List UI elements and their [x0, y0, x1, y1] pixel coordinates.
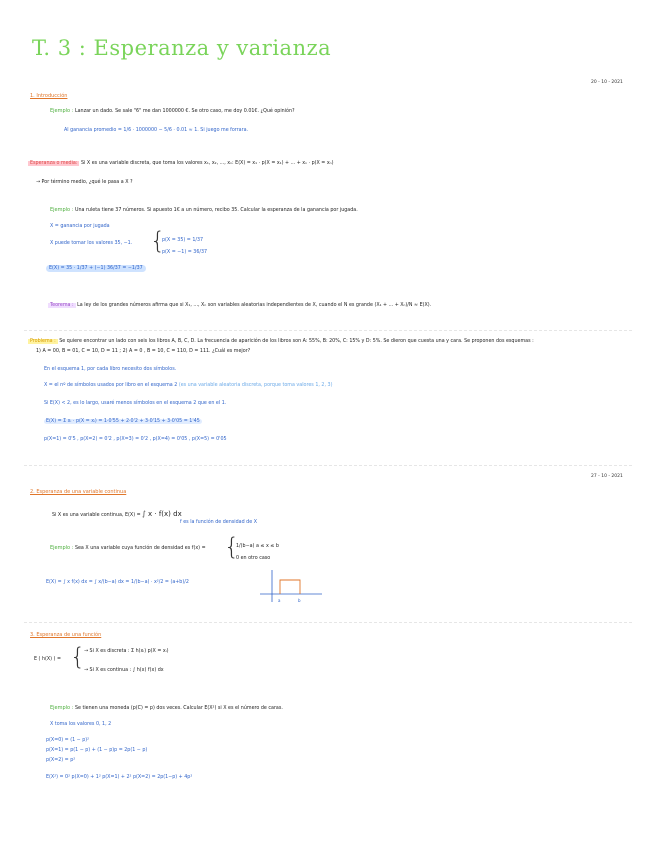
density-case-1: 1/(b−a) a ≤ x ≤ b [236, 544, 279, 549]
coin-result: E(X²) = 0² p(X=0) + 1² p(X=1) + 2² p(X=2) = 2p(1−p) + 4p² [46, 775, 193, 780]
example-calc: Al ganancia promedio = 1/6 · 1000000 − 5/6 · 0.01 ≈ 1. Si juego me forrara. [64, 128, 249, 133]
brace: { [224, 533, 240, 561]
problem-line-5: p(X=1) = 0'5 , p(X=2) = 0'2 , p(X=3) = 0'2 , p(X=4) = 0'05 , p(X=5) = 0'05 [44, 437, 227, 442]
result-expression: E(X) = 35 · 1/37 + (−1) 36/37 = −1/37 [46, 265, 146, 272]
problem-line-1: En el esquema 1, por cada libro necesito dos símbolos. [44, 367, 177, 372]
problem-statement [28, 339, 534, 344]
example-text: Lanzar un dado. Se sale "6" me dan 1000000 €. Se otro caso, me doy 0.01€. ¿Qué opinión? [74, 109, 295, 114]
problem-line-2a: X = el nº de símbolos usados por libro en el esquema 2 [44, 383, 178, 388]
brace: { [150, 227, 166, 255]
section-heading-intro: 1. Introducción [30, 93, 68, 99]
example-label: Ejemplo : [50, 705, 74, 711]
problem-line-2 [44, 383, 332, 388]
definition-expectation [28, 161, 333, 166]
theorem-text: La ley de los grandes números afirma que si X₁, ..., Xₙ son variables aleatorias independientes de X, cuando el N es grande (X₁ + ... + Xₙ)/N ≈ E(X). [77, 303, 432, 308]
graph-density-line [280, 580, 300, 594]
coin-values: X toma los valores 0, 1, 2 [50, 722, 112, 727]
separator [24, 330, 632, 331]
graph-label-b: b [298, 598, 301, 603]
case-35: p(X = 35) = 1/37 [162, 238, 204, 243]
problem-label: Problema : [30, 339, 56, 344]
example-label: Ejemplo : [50, 108, 74, 114]
theorem-line [48, 303, 431, 308]
problem-schemes: 1) A = 00, B = 01, C = 10, D = 11 ; 2) A = 0 , B = 10, C = 110, D = 111. ¿Cuál es mejor? [36, 349, 251, 354]
coin-p0: p(X=0) = (1 − p)² [46, 738, 90, 743]
date: 27 - 10 - 2021 [591, 474, 623, 479]
example-uniform [50, 545, 206, 551]
separator [24, 465, 632, 466]
date: 20 - 10 - 2021 [591, 80, 623, 85]
coin-p1: p(X=1) = p(1 − p) + (1 − p)p = 2p(1 − p) [46, 748, 148, 753]
coin-p2: p(X=2) = p² [46, 758, 76, 763]
uniform-calc: E(X) = ∫ x f(x) dx = ∫ x/(b−a) dx = 1/(b−a) · x²/2 = (a+b)/2 [46, 580, 189, 585]
function-case-continuous: → Si X es continua : ∫ h(x) f(x) dx [84, 668, 164, 673]
problem-line-3: Si E(X) < 2, es lo largo, usaré menos símbolos en el esquema 2 que en el 1. [44, 401, 227, 406]
roulette-result [46, 266, 146, 271]
function-case-discrete: → Si X es discreta : Σ h(xᵢ) p(X = xᵢ) [84, 649, 169, 654]
variable-values: X puede tomar los valores 35, −1. [50, 241, 133, 246]
brace: { [70, 643, 86, 671]
graph-label-a: a [278, 598, 281, 603]
section-heading-continuous: 2. Esperanza de una variable continua [30, 489, 127, 495]
example-text: Una ruleta tiene 37 números. Si apuesto 1€ a un número, recibo 35. Calcular la esperanza de la ganancia por jugada. [74, 208, 358, 213]
problem-line-4 [44, 419, 202, 424]
integral: ∫ x · f(x) dx [142, 510, 182, 518]
continuous-definition [52, 510, 182, 518]
separator [24, 622, 632, 623]
density-case-2: 0 en otro caso [236, 556, 271, 561]
uniform-density-graph [258, 566, 324, 606]
variable-definition: X = ganancia por jugada [50, 224, 110, 229]
function-lhs: E ( h(X) ) = [34, 657, 61, 662]
definition-label: Esperanza o media: [30, 161, 78, 166]
section-heading-function: 3. Esperanza de una función [30, 632, 102, 638]
example-label: Ejemplo : [50, 545, 74, 551]
example-text: Se tienen una moneda (p(C) = p) dos veces. Calcular E(X²) si X es el número de caras. [74, 706, 283, 711]
example-roulette [50, 207, 358, 213]
example-intro [50, 108, 295, 114]
expectation-calc: E(X) = Σ xᵢ · p(X = xᵢ) = 1·0'55 + 2·0'2 + 3·0'15 + 3·0'05 = 1'45 [46, 419, 200, 424]
question-line: → Por término medio, ¿qué le pasa a X ? [36, 180, 133, 185]
problem-text: Se quiere encontrar un lado con seis los libros A, B, C, D. La frecuencia de aparición de los libros son A: 55%, B: 20%, C: 15% y D: 5%. Se dieron que cuesta una y cara. Se proponen dos esquemas : [59, 339, 534, 344]
example-label: Ejemplo : [50, 207, 74, 213]
example-coin [50, 705, 283, 711]
case-minus1: p(X = −1) = 36/37 [162, 250, 208, 255]
page-title: T. 3 : Esperanza y varianza [32, 36, 332, 60]
problem-line-2b: (es una variable aleatoria discreta, porque toma valores 1, 2, 3) [178, 383, 333, 388]
definition-text: Si X es una variable discreta, que toma los valores x₁, x₂, ..., xₙ: E(X) = x₁ · p(X = x₁) + ... + xₙ · p(X = xₙ) [81, 161, 334, 166]
density-note: f es la función de densidad de X [180, 520, 257, 525]
definition-prefix: Si X es una variable continua, E(X) = [52, 513, 141, 518]
example-text: Sea X una variable cuya función de densidad es f(x) = [74, 546, 206, 551]
theorem-label: Teorema : [50, 303, 74, 308]
